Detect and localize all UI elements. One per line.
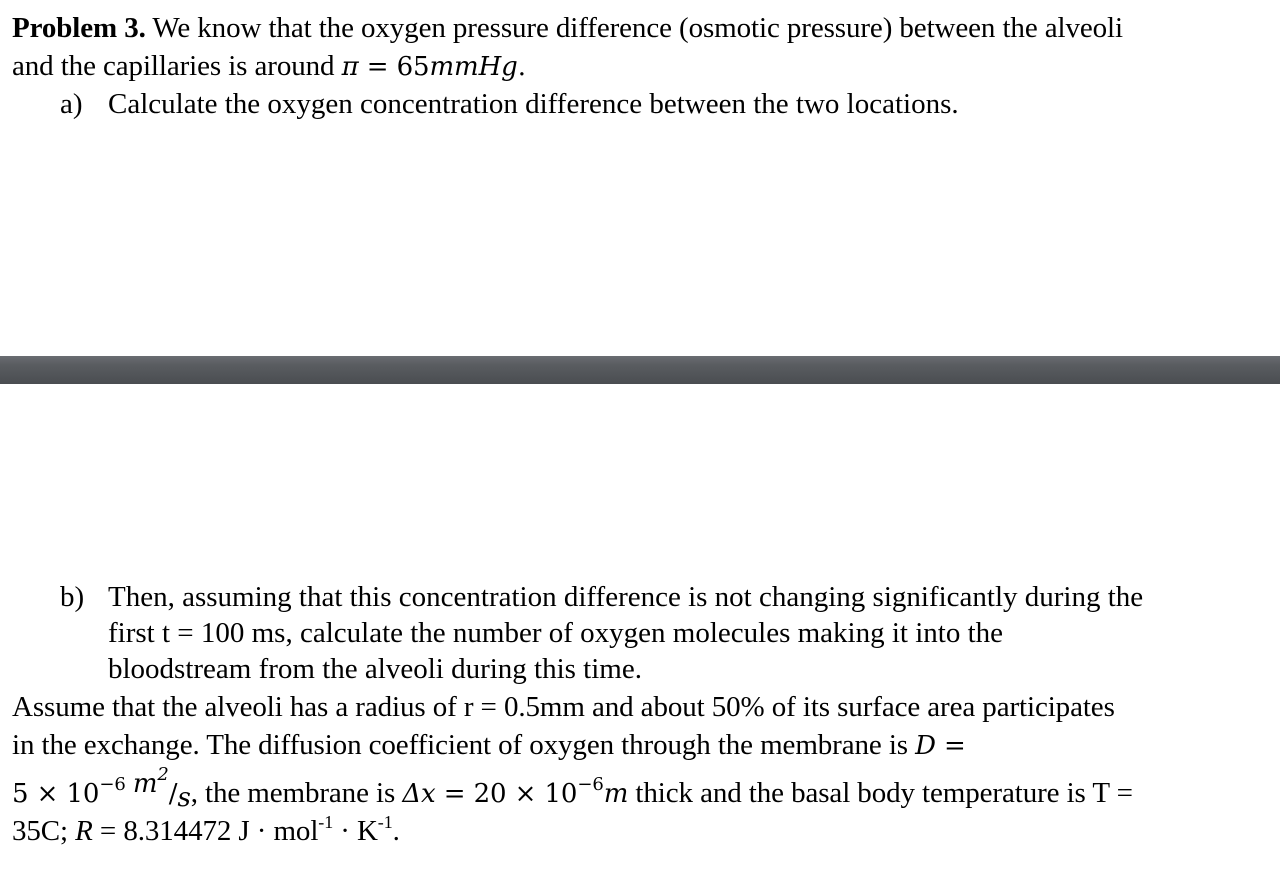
thickness-symbol: Δx <box>402 779 436 809</box>
mol-exponent: -1 <box>318 812 334 832</box>
diffusion-exponent: −6 <box>99 774 126 795</box>
pressure-unit: mmHg <box>429 52 518 82</box>
part-b-line-3: bloodstream from the alveoli during this time. <box>108 653 642 685</box>
diffusion-coefficient: 5 × 10 <box>12 779 100 809</box>
period: . <box>517 52 526 82</box>
problem-intro-text-2: and the capillaries is around <box>12 50 342 82</box>
assumptions-line-4 <box>12 813 400 852</box>
temperature-text: thick and the basal body temperature is T = <box>628 777 1133 809</box>
kelvin-exponent: -1 <box>377 812 393 832</box>
thickness-unit: m <box>603 779 629 809</box>
diffusion-unit-numerator: $m^2$ <box>132 764 169 799</box>
kelvin-unit: · K <box>333 815 378 847</box>
diffusion-symbol: D <box>915 731 936 761</box>
pressure-value: 65 <box>396 52 430 82</box>
problem-title: Problem 3. <box>12 12 146 44</box>
part-b-label: b) <box>60 581 85 613</box>
gas-constant-value: = 8.314472 J · mol <box>92 815 319 847</box>
part-a-label: a) <box>60 88 83 120</box>
diffusion-equals: = <box>935 731 966 761</box>
comma: , <box>190 777 198 809</box>
assumptions-line-2 <box>12 727 966 764</box>
membrane-text: the membrane is <box>197 777 403 809</box>
part-a-text: Calculate the oxygen concentration difference between the two locations. <box>108 88 959 120</box>
equals-sign: = <box>358 52 397 82</box>
problem-intro-text-1: We know that the oxygen pressure difference (osmotic pressure) between the alveoli <box>145 12 1123 44</box>
diffusion-unit-slash: / <box>168 779 178 809</box>
final-period: . <box>392 815 400 847</box>
problem-intro-line-2 <box>12 48 526 85</box>
page-divider <box>0 356 1280 384</box>
pi-symbol: π <box>341 52 359 82</box>
assumptions-line-1: Assume that the alveoli has a radius of r = 0.5mm and about 50% of its surface area participates <box>12 691 1115 723</box>
thickness-exponent: −6 <box>577 774 604 795</box>
thickness-value: = 20 × 10 <box>435 779 578 809</box>
problem-intro-line-1 <box>12 10 1123 46</box>
gas-constant-symbol: R <box>75 815 93 847</box>
part-b-line-1: Then, assuming that this concentration difference is not changing significantly during the <box>108 581 1144 613</box>
temperature-value: 35C; <box>12 815 76 847</box>
assumptions-line-3 <box>12 764 1133 815</box>
part-b-line-2: first t = 100 ms, calculate the number of oxygen molecules making it into the <box>108 617 1004 649</box>
assumptions-text-2: in the exchange. The diffusion coefficient of oxygen through the membrane is <box>12 729 916 761</box>
diffusion-unit-denominator: s <box>177 783 191 813</box>
